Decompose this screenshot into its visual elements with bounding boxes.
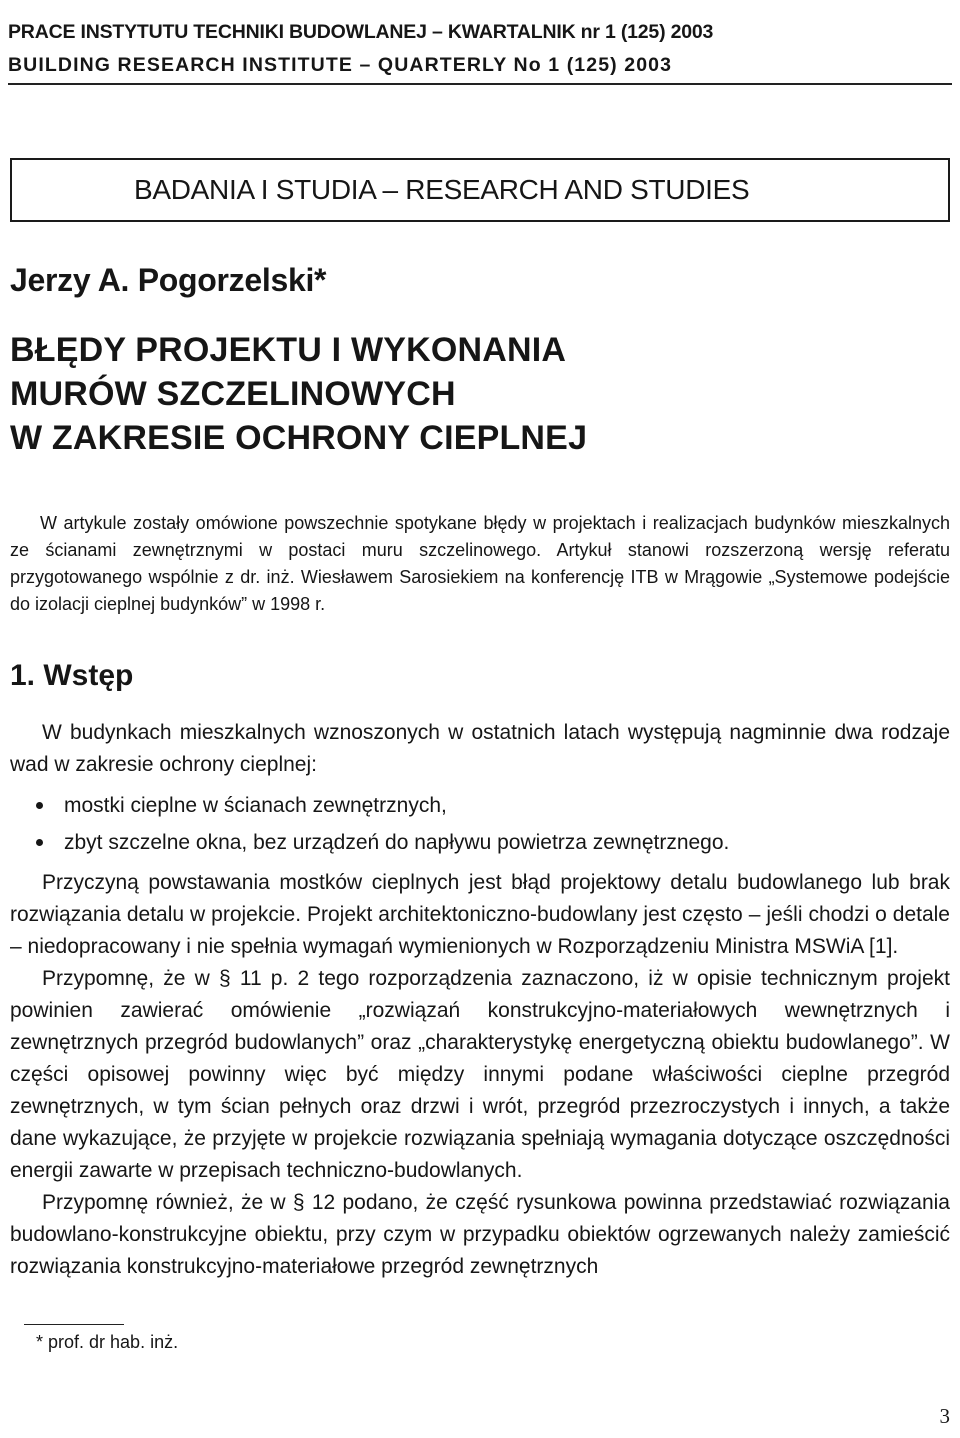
list-item-text: zbyt szczelne okna, bez urządzeń do napływu powietrza zewnętrznego. xyxy=(64,831,730,854)
article-body xyxy=(10,717,950,1283)
article-abstract: W artykule zostały omówione powszechnie spotykane błędy w projektach i realizacjach budynków mieszkalnych ze ścianami zewnętrznymi w postaci muru szczelinowego. Artykuł stanowi rozszerzoną wersję referatu przygotowanego wspólnie z dr. inż. Wiesławem Sarosiekiem na konferencję ITB w Mrągowie „Systemowe podejście do izolacji cieplnej budynków” w 1998 r. xyxy=(10,513,950,614)
article-title-line: MURÓW SZCZELINOWYCH xyxy=(10,375,456,413)
body-paragraph: Przypomnę, że w § 11 p. 2 tego rozporządzenia zaznaczono, iż w opisie technicznym projekt powinien zawierać omówienie „rozwiązań konstrukcyjno-materiałowych wewnętrznych i zewnętrznych przegród budowlanych” oraz „charakterystykę energetyczną obiektu budowlanego”. W części opisowej powinny więc być między innymi podane właściwości cieplne przegród zewnętrznych, w tym ścian pełnych oraz drzwi i wrót, przegród przezroczystych i innych, a także dane wykazujące, że przyjęte w projekcie rozwiązania spełniają wymagania dotyczące oszczędności energii zawarte w przepisach techniczno-budowlanych. xyxy=(10,967,950,1182)
journal-header-polish: PRACE INSTYTUTU TECHNIKI BUDOWLANEJ – KWARTALNIK nr 1 (125) 2003 xyxy=(8,21,714,43)
defect-list xyxy=(10,787,950,861)
body-paragraph: Przyczyną powstawania mostków cieplnych jest błąd projektowy detalu budowlanego lub brak rozwiązania detalu w projekcie. Projekt architektoniczno-budowlany jest często – jeśli chodzi o detale – niedopracowany i nie spełnia wymagań wymienionych w Rozporządzeniu Ministra MSWiA [1]. xyxy=(10,871,950,958)
section-category-box xyxy=(10,158,950,222)
author-footnote: * prof. dr hab. inż. xyxy=(36,1332,179,1352)
article-author: Jerzy A. Pogorzelski* xyxy=(10,262,327,298)
header-divider xyxy=(8,83,952,85)
section-category-label: BADANIA I STUDIA – RESEARCH AND STUDIES xyxy=(134,174,750,205)
article-title-line: BŁĘDY PROJEKTU I WYKONANIA xyxy=(10,331,567,369)
list-item xyxy=(10,824,950,861)
journal-header-english: BUILDING RESEARCH INSTITUTE – QUARTERLY No 1 (125) 2003 xyxy=(8,54,673,76)
body-paragraph-intro: W budynkach mieszkalnych wznoszonych w ostatnich latach występują nagminnie dwa rodzaje wad w zakresie ochrony cieplnej: xyxy=(10,721,950,776)
page-number: 3 xyxy=(939,1404,950,1428)
list-item xyxy=(10,787,950,824)
list-item-text: mostki cieplne w ścianach zewnętrznych, xyxy=(64,794,447,817)
footnote-divider xyxy=(24,1324,124,1325)
bullet-icon xyxy=(36,839,43,846)
journal-header xyxy=(8,20,952,77)
section-heading: 1. Wstęp xyxy=(10,659,134,692)
bullet-icon xyxy=(36,802,43,809)
article-title xyxy=(10,328,587,460)
article-title-line: W ZAKRESIE OCHRONY CIEPLNEJ xyxy=(10,419,588,457)
body-paragraph: Przypomnę również, że w § 12 podano, że część rysunkowa powinna przedstawiać rozwiązania budowlano-konstrukcyjne obiektu, przy czym w przypadku obiektów ogrzewanych należy zamieścić rozwiązania konstrukcyjno-materiałowe przegród zewnętrznych xyxy=(10,1191,950,1278)
